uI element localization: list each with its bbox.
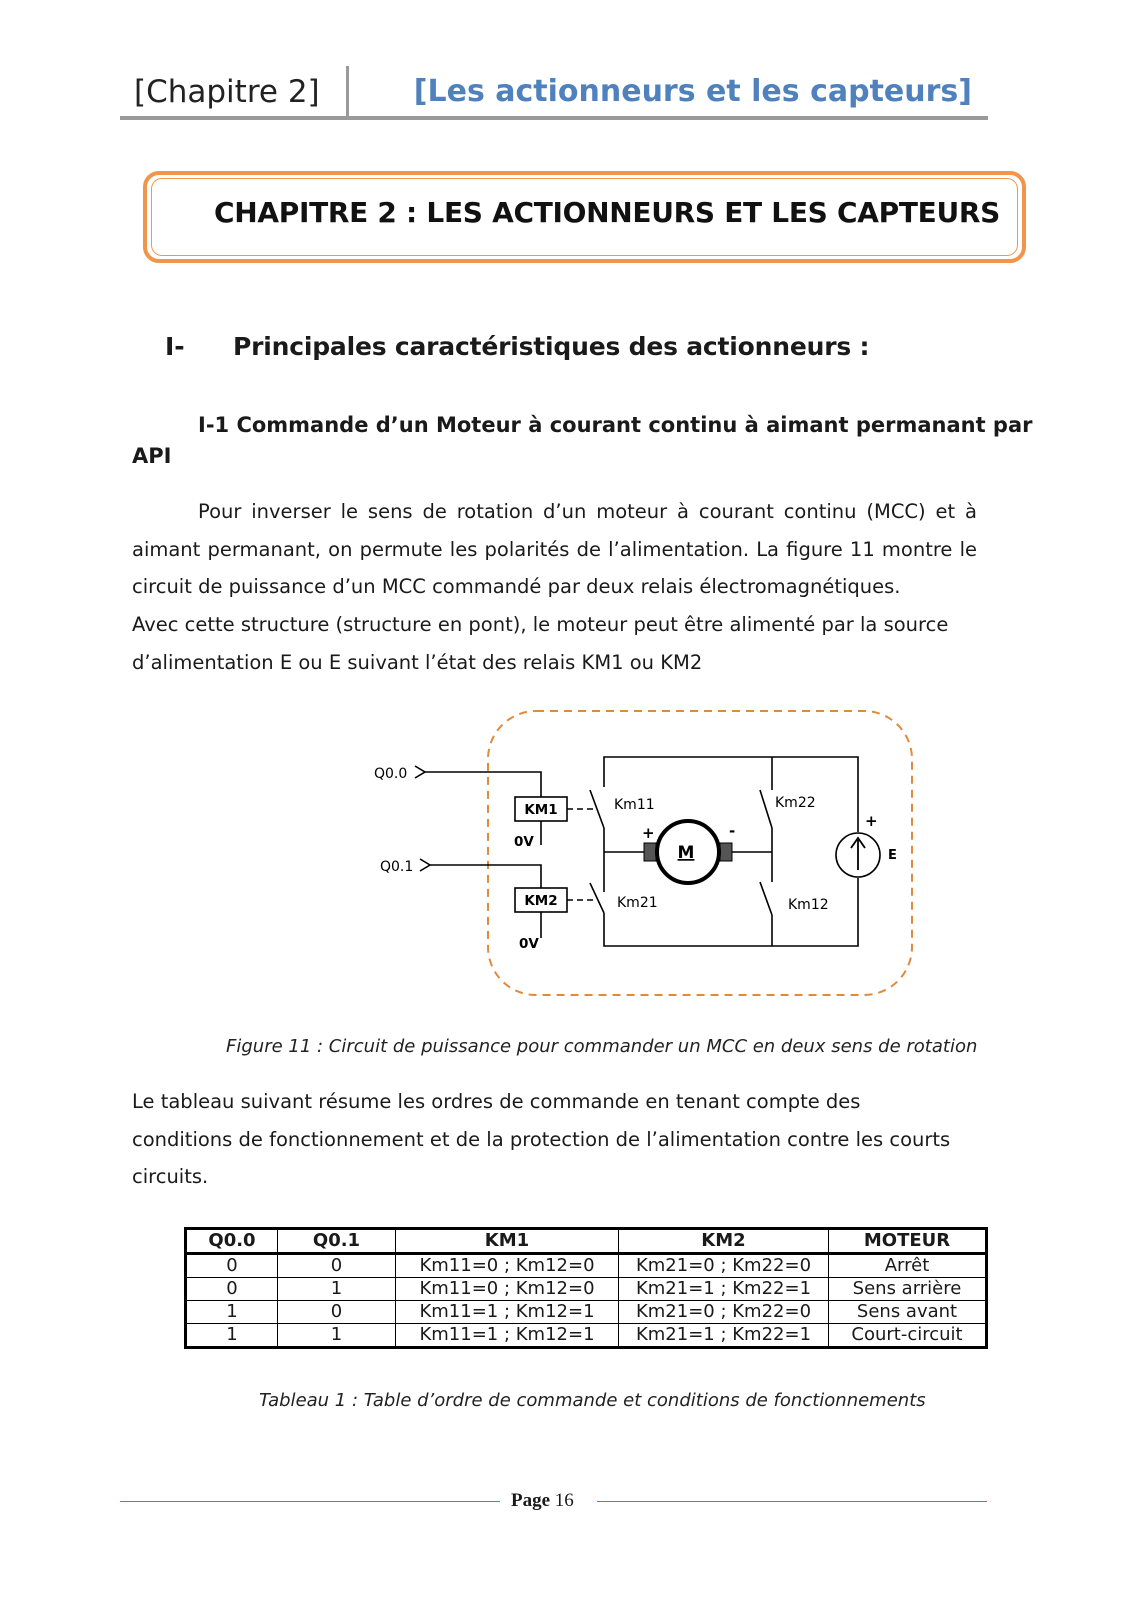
label-motor-minus: - (729, 822, 736, 840)
label-motor-plus: + (642, 824, 655, 842)
table-cell: Km11=0 ; Km12=0 (396, 1278, 619, 1301)
table-cell: Sens avant (829, 1301, 987, 1324)
label-km12: Km12 (788, 897, 829, 913)
table-cell: 0 (278, 1254, 396, 1278)
table-cell: 1 (186, 1301, 278, 1324)
switch-km22 (760, 790, 772, 828)
table-caption: Tableau 1 : Table d’ordre de commande et conditions de fonctionnements (259, 1390, 926, 1411)
figure-caption: Figure 11 : Circuit de puissance pour commander un MCC en deux sens de rotation (226, 1036, 978, 1057)
table-cell: 1 (278, 1278, 396, 1301)
table-row (186, 1278, 987, 1301)
label-km2: KM2 (524, 893, 558, 909)
label-km22: Km22 (775, 795, 816, 811)
table-row (186, 1324, 987, 1348)
label-q01: Q0.1 (380, 859, 414, 875)
label-source-e: E (888, 848, 897, 863)
command-table (184, 1227, 988, 1349)
header-title: [Les actionneurs et les capteurs] (413, 74, 972, 109)
motor-brush-right (720, 843, 732, 861)
label-km21: Km21 (617, 895, 658, 911)
table-header-row (186, 1229, 987, 1254)
paragraph-line: circuit de puissance d’un MCC commandé par deux relais électromagnétiques. (132, 575, 901, 599)
header-chapter: [Chapitre 2] (134, 74, 320, 110)
switch-km21 (590, 883, 604, 913)
table-row (186, 1254, 987, 1278)
label-km11: Km11 (614, 797, 655, 813)
table-cell: Arrêt (829, 1254, 987, 1278)
table-header-cell: Q0.1 (278, 1229, 396, 1254)
paragraph-line: Le tableau suivant résume les ordres de commande en tenant compte des (132, 1090, 861, 1113)
power-top-rail (604, 757, 858, 832)
table-cell: 1 (278, 1324, 396, 1348)
table-cell: Km21=0 ; Km22=0 (619, 1254, 829, 1278)
page-number (511, 1490, 574, 1512)
wire-q00 (425, 772, 541, 797)
subsection-title-text: I-1 Commande d’un Moteur à courant continu à aimant permanant par (198, 413, 1033, 437)
label-q00: Q0.0 (374, 766, 408, 782)
label-km1: KM1 (524, 802, 558, 818)
input-arrow-q01 (420, 859, 430, 871)
table-cell: Km21=0 ; Km22=0 (619, 1301, 829, 1324)
table-cell: Court-circuit (829, 1324, 987, 1348)
table-cell: Km21=1 ; Km22=1 (619, 1278, 829, 1301)
footer-rule-left (120, 1501, 500, 1502)
footer-rule-right (597, 1501, 987, 1502)
subsection-title (132, 410, 1033, 472)
table-cell: 0 (278, 1301, 396, 1324)
paragraph-line: conditions de fonctionnement et de la protection de l’alimentation contre les courts (132, 1127, 951, 1151)
wire-q01 (430, 865, 541, 888)
switch-km12 (760, 882, 772, 915)
paragraph-line: Pour inverser le sens de rotation d’un moteur à courant continu (MCC) et à (198, 500, 977, 523)
table-cell: 0 (186, 1254, 278, 1278)
paragraph-line: d’alimentation E ou E suivant l’état des relais KM1 ou KM2 (132, 650, 703, 674)
input-arrow-q00 (415, 766, 425, 778)
paragraph-line: aimant permanant, on permute les polarités de l’alimentation. La figure 11 montre le (132, 537, 977, 561)
table-header-cell: Q0.0 (186, 1229, 278, 1254)
circuit-diagram (360, 700, 930, 1010)
table-cell: Km21=1 ; Km22=1 (619, 1324, 829, 1348)
paragraph-line: Avec cette structure (structure en pont), le moteur peut être alimenté par la source (132, 613, 949, 637)
paragraph-table-intro (132, 1083, 982, 1196)
table-cell: Km11=1 ; Km12=1 (396, 1324, 619, 1348)
header-rule (120, 116, 988, 120)
label-motor: M (677, 843, 695, 863)
page-number-value: 16 (554, 1490, 574, 1511)
label-source-plus: + (865, 812, 878, 830)
table-cell: 0 (186, 1278, 278, 1301)
table-header-cell: KM1 (396, 1229, 619, 1254)
header-separator (346, 66, 349, 118)
table-header-cell: KM2 (619, 1229, 829, 1254)
label-0v-km2: 0V (519, 936, 539, 952)
motor-brush-left (644, 843, 656, 861)
table-cell: Km11=0 ; Km12=0 (396, 1254, 619, 1278)
table-cell: Sens arrière (829, 1278, 987, 1301)
paragraph-line: circuits. (132, 1165, 209, 1189)
table-header-cell: MOTEUR (829, 1229, 987, 1254)
page-label: Page (511, 1490, 551, 1511)
section-title: Principales caractéristiques des actionneurs : (233, 332, 870, 361)
table-cell: 1 (186, 1324, 278, 1348)
subsection-title-end: API (132, 444, 172, 468)
table-cell: Km11=1 ; Km12=1 (396, 1301, 619, 1324)
table-row (186, 1301, 987, 1324)
paragraph-intro (132, 493, 977, 682)
section-number: I- (165, 332, 185, 361)
label-0v-km1: 0V (514, 834, 534, 850)
chapter-title: CHAPITRE 2 : LES ACTIONNEURS ET LES CAPTEURS (214, 196, 1001, 229)
